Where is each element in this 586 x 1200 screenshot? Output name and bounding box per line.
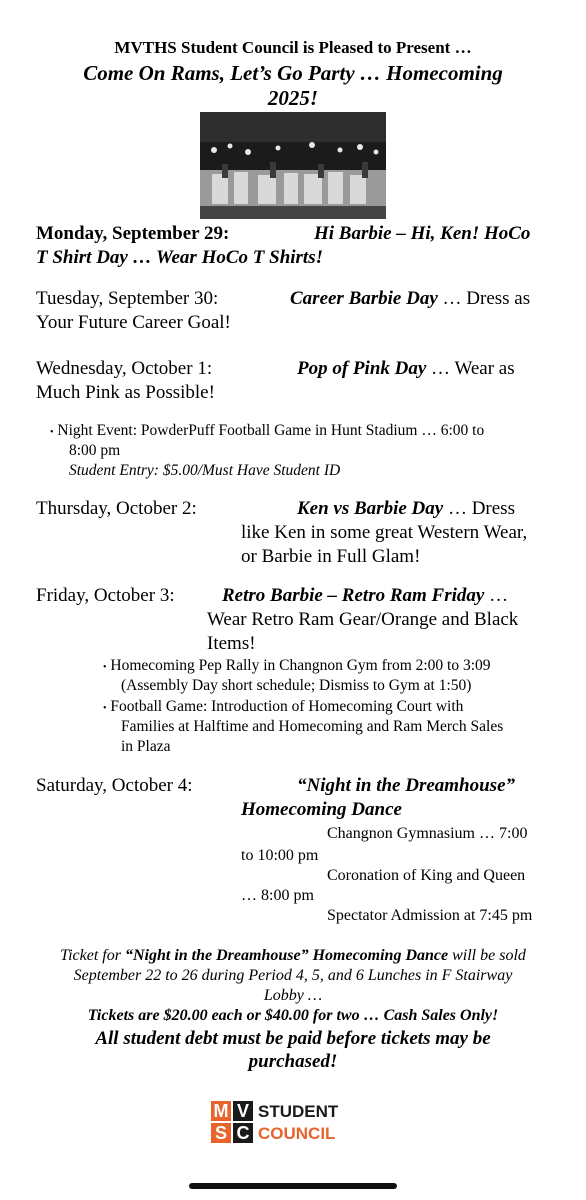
home-indicator[interactable] [189,1183,397,1189]
tickets-event: “Night in the Dreamhouse” Homecoming Dance [124,947,449,964]
monday-theme-a: Hi Barbie – Hi, Ken! HoCo [314,223,531,244]
friday-fb-c: in Plaza [121,738,171,755]
logo-letter-m: M [211,1101,231,1121]
friday-pep-b: (Assembly Day short schedule; Dismiss to Gym at 1:50) [121,677,472,694]
friday-day: Friday, October 3: [36,585,175,606]
friday-desc-a: … [484,585,509,606]
thursday-desc-c: or Barbie in Full Glam! [241,546,421,567]
photo-scene-image [200,112,386,219]
saturday-loc-b: to 10:00 pm [241,847,319,864]
friday-theme-line [222,584,508,608]
wednesday-entry: Student Entry: $5.00/Must Have Student ID [69,462,341,479]
tickets-post: will be sold [448,947,526,964]
tuesday-desc-b: Your Future Career Goal! [36,312,231,333]
saturday-loc-a: Changnon Gymnasium … 7:00 [327,825,528,842]
tuesday-theme: Career Barbie Day [290,288,438,309]
friday-fb-b: Families at Halftime and Homecoming and Ram Merch Sales [121,718,504,735]
wednesday-night-b: 8:00 pm [69,442,121,459]
logo-letter-s: S [211,1123,231,1143]
friday-football-game [103,697,463,719]
friday-pep-rally [103,656,491,678]
wednesday-theme: Pop of Pink Day [297,358,427,379]
logo-letter-v: V [233,1101,253,1121]
header-line-3: 2025! [267,86,319,110]
saturday-cor-b: … 8:00 pm [241,887,314,904]
header-line-2: Come On Rams, Let’s Go Party … Homecoming [83,61,503,85]
tuesday-desc-a: … Dress as [437,288,531,309]
friday-theme: Retro Barbie – Retro Ram Friday [222,585,485,606]
saturday-theme-a: “Night in the Dreamhouse” [297,775,516,796]
tickets-pre: Ticket for [60,947,125,964]
friday-fb-a: Football Game: Introduction of Homecoming Court with [110,698,464,715]
header-line-1: MVTHS Student Council is Pleased to Present … [114,38,472,57]
friday-pep-a: Homecoming Pep Rally in Changnon Gym from 2:00 to 3:09 [110,657,491,674]
student-council-logo [211,1101,371,1143]
logo-word-student: STUDENT [258,1102,339,1121]
saturday-spec: Spectator Admission at 7:45 pm [327,907,533,924]
tuesday-theme-line [290,287,530,311]
friday-desc-b: Wear Retro Ram Gear/Orange and Black [207,609,519,630]
tickets-debt-b: purchased! [248,1051,338,1072]
saturday-theme-b: Homecoming Dance [241,799,402,820]
monday-day: Monday, September 29: [36,223,230,244]
tickets-debt-a: All student debt must be paid before tickets may be [95,1028,491,1049]
wednesday-night-a: Night Event: PowderPuff Football Game in Hunt Stadium … 6:00 to [57,422,485,439]
thursday-desc-a: … Dress [443,498,515,519]
bullet-icon: • [103,703,107,714]
tickets-line-1 [0,946,586,966]
logo-letter-c: C [233,1123,253,1143]
bullet-icon: • [103,662,107,673]
thursday-theme-line [297,497,515,521]
saturday-cor-a: Coronation of King and Queen [327,867,526,884]
monday-theme-b: T Shirt Day … Wear HoCo T Shirts! [36,247,323,268]
tickets-line-3: Lobby … [263,987,323,1004]
tickets-price: Tickets are $20.00 each or $40.00 for two … Cash Sales Only! [87,1007,499,1024]
thursday-desc-b: like Ken in some great Western Wear, [241,522,528,543]
tuesday-day: Tuesday, September 30: [36,288,219,309]
wednesday-night-event [50,421,484,443]
thursday-day: Thursday, October 2: [36,498,197,519]
wednesday-day: Wednesday, October 1: [36,358,213,379]
thursday-theme: Ken vs Barbie Day [297,498,444,519]
saturday-day: Saturday, October 4: [36,775,193,796]
wednesday-desc-b: Much Pink as Possible! [36,382,215,403]
wednesday-theme-line [297,357,515,381]
homecoming-photo [200,112,386,219]
logo-word-council: COUNCIL [258,1124,336,1143]
bullet-icon: • [50,427,54,438]
wednesday-desc-a: … Wear as [426,358,515,379]
friday-desc-c: Items! [207,633,256,654]
tickets-line-2: September 22 to 26 during Period 4, 5, and 6 Lunches in F Stairway [73,967,513,984]
